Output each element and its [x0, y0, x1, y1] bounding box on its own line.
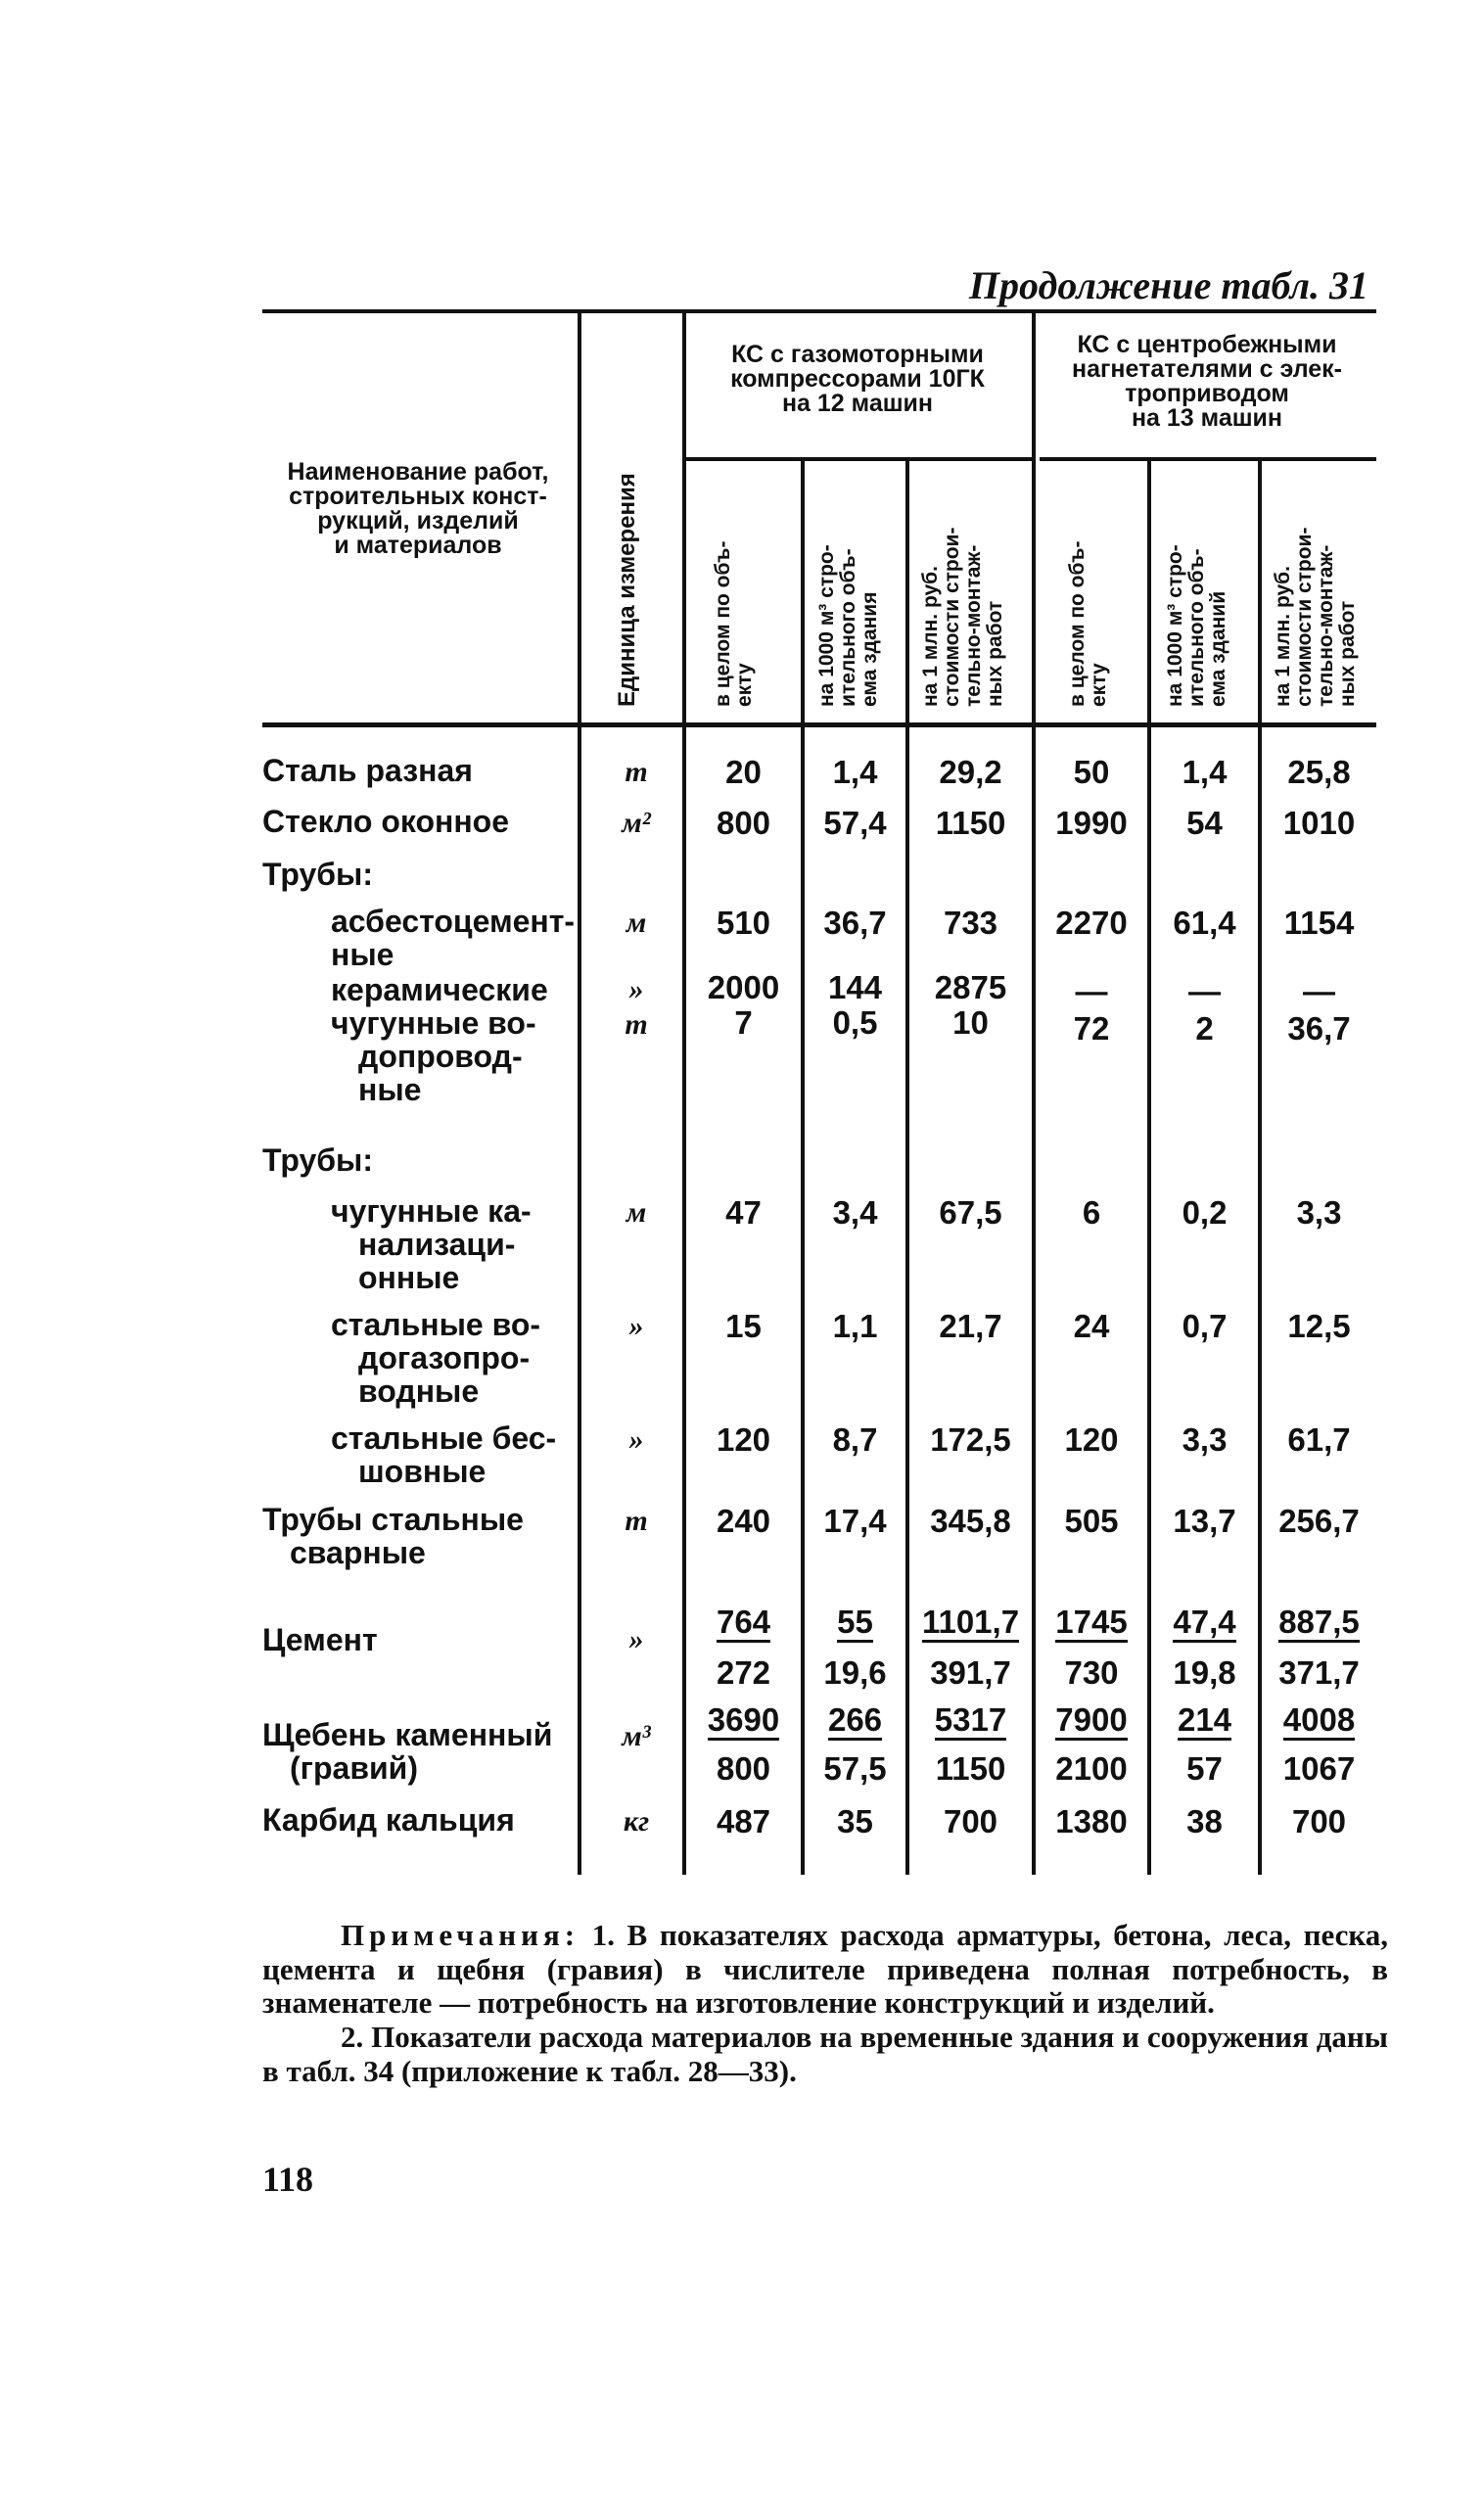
- cell: 67,5: [939, 1194, 1002, 1231]
- note-1: 1. В показателях расхода арматуры, бетона, леса, песка, цемента и щебня (гравия) в числителе приведена полная потребность, в знаменателе — потребность на изготовление конструкций и изделий.: [262, 1918, 1389, 2021]
- cell-numerator: 1745: [1036, 1604, 1147, 1641]
- unit-column-header: Единица измерения: [614, 473, 640, 707]
- cell: 2875: [934, 969, 1007, 1005]
- cell: 24: [1073, 1308, 1110, 1344]
- group-rule: [682, 457, 1032, 461]
- row-unit: »: [628, 1623, 644, 1655]
- cell: 17,4: [823, 1503, 887, 1539]
- cell: 1154: [1283, 905, 1355, 941]
- cell-numerator: 214: [1151, 1701, 1258, 1739]
- cell: 256,7: [1278, 1503, 1360, 1539]
- row-name: Сталь разная: [262, 753, 473, 788]
- row-name: чугунные во- допровод- ные: [331, 1005, 536, 1108]
- cell: 50: [1073, 754, 1110, 790]
- cell-numerator: 1101,7: [909, 1604, 1032, 1641]
- subheader-1: в целом по объ- екту: [712, 540, 757, 707]
- header-bottom-rule: [262, 722, 1376, 727]
- row-unit: »: [628, 1310, 644, 1342]
- row-unit: т: [625, 1008, 648, 1041]
- cell: 13,7: [1173, 1503, 1236, 1539]
- cell: 505: [1064, 1503, 1119, 1539]
- cell: 25,8: [1287, 754, 1351, 790]
- cell: 0,5: [832, 1004, 878, 1041]
- cell: 1380: [1055, 1803, 1128, 1839]
- cell-numerator: 764: [686, 1604, 801, 1641]
- grid-line: [578, 313, 581, 1875]
- row-unit: м: [626, 1196, 647, 1229]
- row-name: керамические: [331, 972, 548, 1007]
- group-header-electric: КС с центробежными нагнетателями с элек- троприводом на 13 машин: [1072, 331, 1342, 432]
- cell: 1990: [1055, 805, 1128, 841]
- row-unit: т: [625, 1505, 648, 1537]
- cell-numerator: 47,4: [1151, 1604, 1258, 1641]
- cell: 47: [725, 1194, 762, 1231]
- cell-numerator: 4008: [1262, 1701, 1376, 1739]
- cell: —: [1188, 973, 1221, 1009]
- row-name: Цемент: [262, 1622, 378, 1657]
- cell: 510: [716, 905, 771, 941]
- cell: 54: [1186, 805, 1223, 841]
- notes-label: Примечания:: [341, 1918, 580, 1952]
- cell: 120: [1064, 1421, 1119, 1458]
- cell: 240: [716, 1503, 771, 1539]
- note-2: 2. Показатели расхода материалов на временные здания и сооружения даны в табл. 34 (приложение к табл. 28—33).: [262, 2020, 1388, 2088]
- cell-denominator: 730: [1064, 1654, 1119, 1691]
- row-unit: м: [626, 907, 647, 939]
- row-unit: т: [625, 756, 648, 788]
- cell: 144: [827, 969, 883, 1005]
- table-caption: Продолжение табл. 31: [968, 263, 1368, 307]
- cell: 1010: [1282, 805, 1356, 841]
- cell: —: [1303, 973, 1335, 1009]
- cell: 2000: [707, 969, 780, 1005]
- cell: 8,7: [832, 1421, 878, 1458]
- row-unit: м³: [622, 1720, 651, 1752]
- cell: 36,7: [1287, 1010, 1351, 1047]
- cell: 0,7: [1182, 1308, 1228, 1344]
- cell: 36,7: [823, 905, 887, 941]
- page-number: 118: [262, 2160, 314, 2199]
- row-name: Щебень каменный (гравий): [262, 1717, 553, 1787]
- cell: 3,3: [1182, 1421, 1228, 1458]
- group-header-gas: КС с газомоторными компрессорами 10ГК на 12 машин: [730, 341, 985, 417]
- notes: [262, 1919, 1388, 2089]
- cell-numerator: 3690: [686, 1701, 801, 1739]
- row-unit: кг: [623, 1805, 650, 1838]
- cell-numerator: 5317: [909, 1701, 1032, 1739]
- cell: 1,4: [1182, 754, 1228, 790]
- cell: 20: [725, 754, 762, 790]
- subheader-2: на 1000 м³ стро- ительного объ- ема здания: [815, 544, 882, 707]
- row-name: чугунные ка- нализаци- онные: [331, 1193, 532, 1296]
- cell-numerator: 266: [805, 1701, 905, 1739]
- cell: 61,4: [1173, 905, 1236, 941]
- row-name: стальные во- догазопро- водные: [331, 1307, 541, 1410]
- cell: 38: [1186, 1803, 1223, 1839]
- cell: —: [1075, 973, 1108, 1009]
- row-unit: м²: [622, 807, 651, 839]
- row-name: стальные бес- шовные: [331, 1420, 557, 1490]
- cell-denominator: 19,6: [823, 1654, 887, 1691]
- subheader-6: на 1 млн. руб. стоимости строи- тельно-монтаж- ных работ: [1272, 527, 1360, 707]
- cell: 10: [952, 1004, 989, 1041]
- cell: 2270: [1055, 905, 1128, 941]
- subheader-4: в целом по объ- екту: [1066, 540, 1111, 707]
- cell: 6: [1082, 1194, 1101, 1231]
- cell: 345,8: [930, 1503, 1011, 1539]
- cell: 172,5: [930, 1421, 1011, 1458]
- cell-denominator: 272: [716, 1654, 771, 1691]
- cell: 12,5: [1287, 1308, 1351, 1344]
- cell-denominator: 57: [1186, 1750, 1223, 1787]
- cell: 61,7: [1287, 1421, 1351, 1458]
- name-column-header: Наименование работ, строительных конст- рукций, изделий и материалов: [287, 458, 549, 559]
- cell: 35: [837, 1803, 873, 1839]
- cell: 1150: [935, 805, 1006, 841]
- cell: 21,7: [939, 1308, 1002, 1344]
- row-name: асбестоцемент- ные: [331, 904, 576, 973]
- cell: 3,4: [832, 1194, 878, 1231]
- cell: 3,3: [1296, 1194, 1342, 1231]
- cell: 2: [1195, 1010, 1214, 1047]
- cell: 487: [716, 1803, 771, 1839]
- subheader-3: на 1 млн. руб. стоимости строи- тельно-монтаж- ных работ: [919, 527, 1007, 707]
- group-rule: [1040, 457, 1376, 461]
- row-unit: »: [628, 1423, 644, 1456]
- cell-denominator: 19,8: [1173, 1654, 1236, 1691]
- cell-denominator: 1150: [935, 1750, 1006, 1787]
- cell-numerator: 55: [805, 1604, 905, 1641]
- cell: 0,2: [1182, 1194, 1228, 1231]
- section-label: Трубы:: [262, 1142, 373, 1178]
- cell: 57,4: [823, 805, 887, 841]
- cell: 1,4: [832, 754, 878, 790]
- cell: 800: [716, 805, 771, 841]
- cell: 72: [1073, 1010, 1110, 1047]
- row-unit: »: [628, 973, 644, 1005]
- cell: 700: [1291, 1803, 1347, 1839]
- cell-denominator: 391,7: [930, 1654, 1011, 1691]
- cell-denominator: 371,7: [1278, 1654, 1360, 1691]
- cell-numerator: 7900: [1036, 1701, 1147, 1739]
- top-rule: [262, 309, 1376, 313]
- cell-numerator: 887,5: [1262, 1604, 1376, 1641]
- cell-denominator: 1067: [1282, 1750, 1356, 1787]
- cell-denominator: 2100: [1055, 1750, 1128, 1787]
- row-name: Карбид кальция: [262, 1802, 515, 1838]
- cell: 15: [725, 1308, 762, 1344]
- cell: 733: [943, 905, 998, 941]
- cell: 700: [943, 1803, 998, 1839]
- cell: 120: [716, 1421, 771, 1458]
- cell: 1,1: [832, 1308, 878, 1344]
- cell-denominator: 57,5: [823, 1750, 887, 1787]
- section-label: Трубы:: [262, 857, 373, 892]
- cell-denominator: 800: [716, 1750, 771, 1787]
- cell: 7: [734, 1004, 753, 1041]
- subheader-5: на 1000 м³ стро- ительного объ- ема зданий: [1164, 544, 1230, 707]
- row-name: Стекло оконное: [262, 804, 510, 839]
- row-name: Трубы стальные сварные: [262, 1502, 524, 1571]
- cell: 29,2: [939, 754, 1002, 790]
